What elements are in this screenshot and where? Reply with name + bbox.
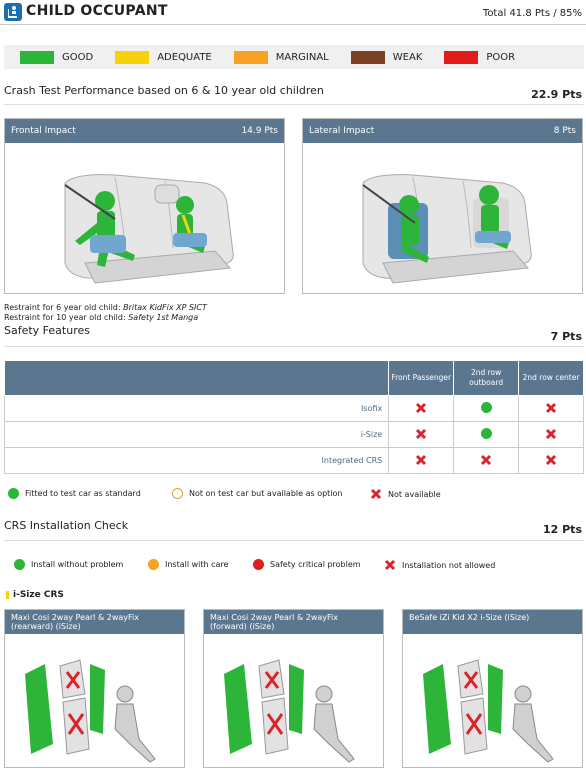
frontal-impact-points: 14.9 Pts: [241, 126, 278, 136]
legend-adequate: [115, 51, 212, 64]
weak-swatch: [351, 51, 385, 64]
safety-features-table: [4, 360, 584, 474]
key-install-not-allowed-label: Installation not allowed: [402, 560, 496, 570]
row-label-integrated-crs: Integrated CRS: [5, 448, 389, 474]
crs-card-header: Maxi Cosi 2way Pearl & 2wayFix (rearward) (iSize): [5, 610, 184, 634]
subheading-marker: [6, 591, 9, 599]
legend-label: GOOD: [62, 51, 94, 63]
key-install-critical: [253, 559, 361, 570]
safety-features-title: Safety Features: [4, 324, 90, 337]
row-label-isize: i-Size: [5, 422, 389, 448]
legend-good: [20, 51, 93, 64]
crs-seat-illustration: [204, 634, 383, 769]
lateral-impact-header: [303, 119, 582, 143]
crs-card[interactable]: [402, 609, 583, 768]
table-cell: [519, 422, 584, 448]
key-install-ok-label: Install without problem: [31, 560, 124, 569]
not-available-icon: [545, 454, 557, 466]
fitted-standard-icon: [481, 428, 492, 439]
legend-label: MARGINAL: [275, 51, 329, 63]
key-install-ok: [14, 559, 123, 570]
not-available-icon: [415, 454, 427, 466]
adequate-swatch: [115, 51, 149, 64]
child-seat-icon: [4, 3, 22, 21]
restraint-6yo-value: Britax KidFix XP SICT: [123, 303, 207, 312]
table-cell: [389, 448, 454, 474]
crs-installation-points: 12 Pts: [542, 523, 582, 536]
legend-label: ADEQUATE: [157, 51, 212, 63]
frontal-impact-label: Frontal Impact: [11, 126, 76, 136]
restraint-10yo: [4, 313, 198, 323]
key-not-available-label: Not available: [388, 489, 441, 499]
legend-weak: [351, 51, 423, 64]
crs-installation-title: CRS Installation Check: [4, 519, 129, 532]
crs-card-header: BeSafe iZi Kid X2 i-Size (iSize): [403, 610, 582, 634]
crash-test-points: 22.9 Pts: [531, 88, 582, 101]
key-option-label: Not on test car but available as option: [189, 489, 343, 498]
frontal-impact-seat-illustration: [5, 143, 284, 293]
rating-legend: [4, 45, 584, 69]
red-dot-icon: [253, 559, 264, 570]
restraint-10yo-label: Restraint for 10 year old child:: [4, 313, 126, 322]
table-cell: [454, 448, 519, 474]
table-cell: [389, 396, 454, 422]
fitted-standard-icon: [481, 402, 492, 413]
legend-label: WEAK: [392, 51, 423, 63]
crs-card-header: Maxi Cosi 2way Pearl & 2wayFix (forward) (iSize): [204, 610, 383, 634]
not-available-icon: [545, 402, 557, 414]
marginal-swatch: [234, 51, 268, 64]
section-divider: [4, 540, 584, 541]
key-option: [172, 488, 343, 499]
key-install-care-label: Install with care: [165, 560, 229, 569]
not-available-icon: [480, 454, 492, 466]
table-cell: [389, 422, 454, 448]
lateral-impact-points: 8 Pts: [553, 126, 576, 136]
legend-marginal: [234, 51, 329, 64]
lateral-impact-label: Lateral Impact: [309, 126, 375, 136]
lateral-impact-card[interactable]: [302, 118, 583, 294]
crs-card[interactable]: [4, 609, 185, 768]
section-divider: [4, 104, 584, 105]
not-available-icon: [545, 428, 557, 440]
legend-label: POOR: [486, 51, 516, 63]
key-install-not-allowed: [384, 559, 495, 571]
not-available-icon: [415, 402, 427, 414]
row-label-isofix: Isofix: [5, 396, 389, 422]
frontal-impact-card[interactable]: [4, 118, 285, 294]
crash-test-title: Crash Test Performance based on 6 & 10 year old children: [4, 84, 324, 97]
lateral-impact-seat-illustration: [303, 143, 582, 293]
column-2nd-row-center: 2nd row center: [519, 361, 584, 396]
column-2nd-row-outboard: 2nd row outboard: [454, 361, 519, 396]
orange-dot-icon: [148, 559, 159, 570]
crs-seat-illustration: [403, 634, 582, 769]
restraint-10yo-value: Safety 1st Manga: [128, 313, 199, 322]
isize-crs-subheading: i-Size CRS: [13, 590, 64, 600]
key-fitted-label: Fitted to test car as standard: [25, 489, 141, 498]
table-cell: [454, 396, 519, 422]
green-dot-icon: [14, 559, 25, 570]
good-swatch: [20, 51, 54, 64]
key-install-care: [148, 559, 228, 570]
header-divider: [0, 24, 586, 25]
red-cross-icon: [384, 559, 396, 571]
crs-card[interactable]: [203, 609, 384, 768]
table-row: [5, 448, 584, 474]
key-fitted: [8, 488, 141, 499]
not-available-icon: [415, 428, 427, 440]
safety-features-points: 7 Pts: [550, 330, 582, 343]
section-divider: [4, 346, 584, 347]
table-cell: [519, 396, 584, 422]
key-install-critical-label: Safety critical problem: [270, 560, 361, 569]
column-front-passenger: Front Passenger: [389, 361, 454, 396]
restraint-6yo: [4, 303, 207, 313]
red-cross-icon: [370, 488, 382, 500]
table-cell: [519, 448, 584, 474]
crs-seat-illustration: [5, 634, 184, 769]
frontal-impact-header: [5, 119, 284, 143]
legend-poor: [444, 51, 515, 64]
total-score: Total 41.8 Pts / 85%: [482, 8, 582, 19]
key-not-available: [370, 488, 441, 500]
table-header-row: [5, 361, 584, 396]
page-title: CHILD OCCUPANT: [26, 3, 168, 19]
table-row: [5, 422, 584, 448]
restraint-6yo-label: Restraint for 6 year old child:: [4, 303, 121, 312]
table-header-blank: [5, 361, 389, 396]
table-cell: [454, 422, 519, 448]
hollow-dot-icon: [172, 488, 183, 499]
poor-swatch: [444, 51, 478, 64]
table-row: [5, 396, 584, 422]
green-dot-icon: [8, 488, 19, 499]
